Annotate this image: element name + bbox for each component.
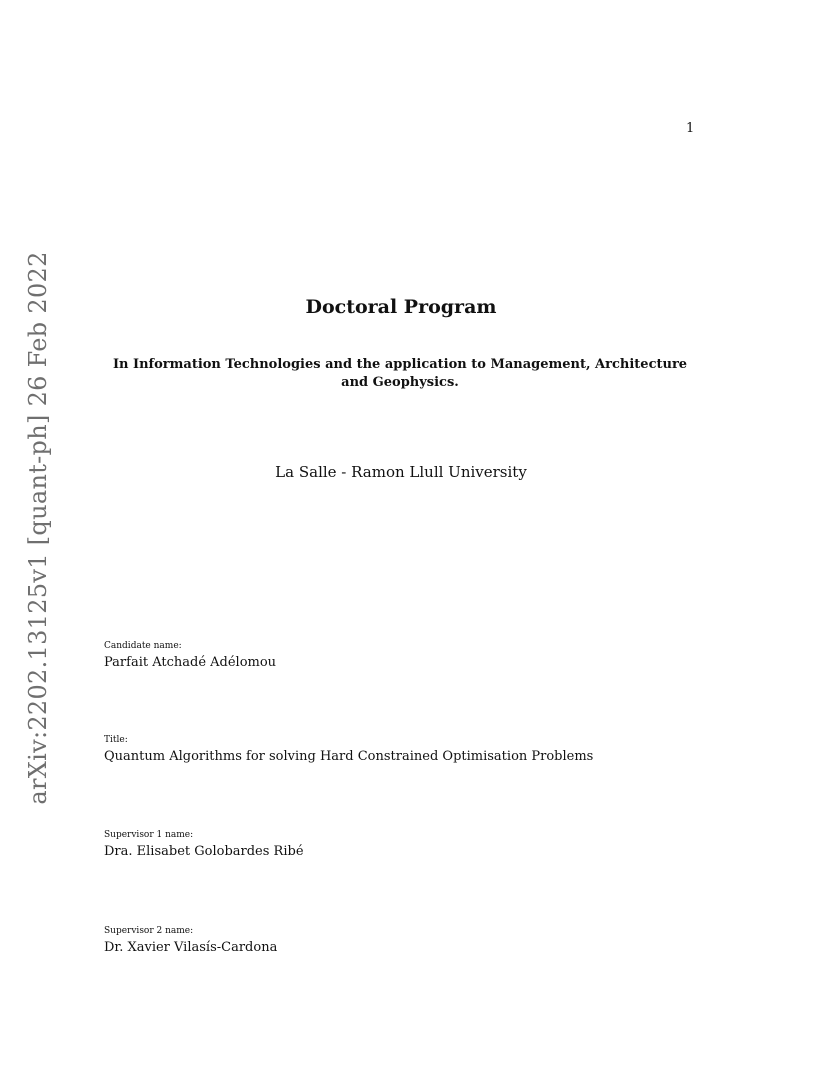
program-title: Doctoral Program [305,296,497,318]
supervisor-1-field [104,829,304,861]
program-subtitle: In Information Technologies and the application to Management, Architecture and Geophysics. [112,357,688,390]
supervisor-2-field [104,925,277,957]
supervisor-1-name: Dra. Elisabet Golobardes Ribé [104,844,304,859]
institution-name: La Salle - Ramon Llull University [275,463,527,481]
candidate-field [104,640,276,672]
arxiv-identifier: arXiv:2202.13125v1 [quant-ph] 26 Feb 2022 [24,251,52,805]
thesis-title-field [104,734,593,766]
candidate-label: Candidate name: [104,641,182,651]
page-number: 1 [686,121,695,136]
supervisor-1-label: Supervisor 1 name: [104,830,194,840]
supervisor-2-name: Dr. Xavier Vilasís-Cardona [104,940,278,955]
supervisor-2-label: Supervisor 2 name: [104,926,194,936]
thesis-title: Quantum Algorithms for solving Hard Constrained Optimisation Problems [104,749,594,764]
thesis-title-label: Title: [104,735,128,745]
candidate-name: Parfait Atchadé Adélomou [104,655,277,670]
